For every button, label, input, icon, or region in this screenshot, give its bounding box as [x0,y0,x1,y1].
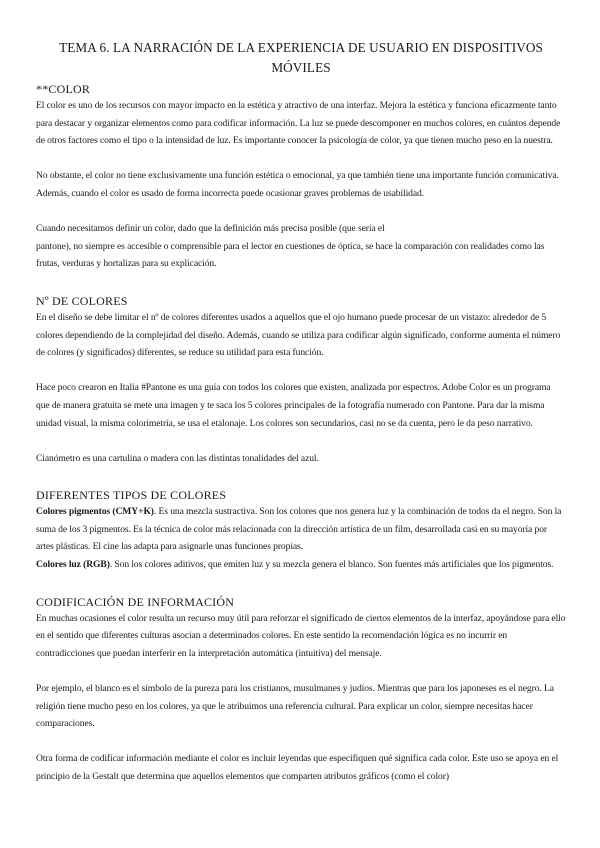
luz-text: . Son los colores aditivos, que emiten luz y su mezcla genera el blanco. Son fuentes más artificiales que los pigmentos. [109,559,554,571]
num-colores-paragraph-3: Cianómetro es una cartulina o madera con las distintas tonalidades del azul. [36,452,319,464]
tipos-luz-paragraph [36,556,566,574]
codificacion-paragraph-2: Por ejemplo, el blanco es el símbolo de la pureza para los cristianos, musulmanes y judíos. Mientras que para los japoneses es el negro. La religión tiene mucho peso en los colores, ya que le atribuimos una referencia cultural. Para explicar un color, siempre necesitas hacer comparaciones. [36,683,554,730]
section-heading-codificacion: CODIFICACIÓN DE INFORMACIÓN [36,594,235,609]
section-heading-tipos: DIFERENTES TIPOS DE COLORES [36,488,227,503]
page-title: TEMA 6. LA NARRACIÓN DE LA EXPERIENCIA DE USUARIO EN DISPOSITIVOS MÓVILES [59,40,543,75]
pigmentos-label: Colores pigmentos (CMY+K) [36,506,154,518]
color-paragraph-2: No obstante, el color no tiene exclusivamente una función estética o emocional, ya que también tiene una importante función comunicativa. Además, cuando el color es usado de forma incorrecta puede ocasionar graves problemas de usabilidad. [36,170,559,199]
tipos-pigmentos-paragraph [36,503,566,556]
section-heading-color: **COLOR [36,82,91,96]
codificacion-paragraph-3: Otra forma de codificar información mediante el color es incluir leyendas que especifiquen qué significa cada color. Este uso se apoya en el principio de la Gestalt que determina que aquellos elementos que comparten atributos gráficos (como el color) [36,753,559,782]
color-paragraph-3-rest: pantone), no siempre es accesible o comprensible para el lector en cuestiones de óptica, se hace la comparación con realidades como las frutas, verduras y hortalizas para su explicación. [36,240,545,270]
color-paragraph-3 [36,220,566,273]
color-paragraph-1: El color es uno de los recursos con mayor impacto en la estética y atractivo de una interfaz. Mejora la estética y funciona eficazmente tanto para destacar y organizar elementos como para codificar información. La luz se puede descomponer en muchos colores, en cuántos depende de otros factores como el tipo o la intensidad de luz. Es importante conocer la psicología de color, ya que tienen mucho peso en la nuestra. [36,100,561,147]
num-colores-paragraph-2: Hace poco crearon en Italia #Pantone es una guía con todos los colores que existen, analizada por espectros. Adobe Color es un programa que de manera gratuita se mete una imagen y te saca los 5 colores principales de la fotografía numerado con Pantone. Para dar la misma unidad visual, la misma colorimetría, se usa el etalonaje. Los colores son secundarios, casi no se da cuenta, pero le da peso narrativo. [36,382,551,429]
pigmentos-text: . Es una mezcla sustractiva. Son los colores que nos genera luz y la combinación de todos da el negro. Son la suma de los 3 pigmentos. Es la técnica de color más relacionada con la dirección artística de un film, desarrollada casi en su mayoría por artes plásticas. El cine las adapta para asignarle unas funciones propias. [36,506,562,553]
luz-label: Colores luz (RGB) [36,559,110,571]
color-paragraph-3-line-1: Cuando necesitamos definir un color, dado que la definición más precisa posible (que sería el [36,223,385,235]
document-page [36,38,566,786]
codificacion-paragraph-1: En muchas ocasiones el color resulta un recurso muy útil para reforzar el significado de ciertos elementos de la interfaz, apoyándose para ello en el sentido que diferentes culturas asocian a determinados colores. En este sentido la recomendación lógica es no incurrir en contradicciones que puedan interferir en la interpretación automática (intuitiva) del mensaje. [36,612,566,659]
num-colores-paragraph-1: En el diseño se debe limitar el nº de colores diferentes usados a aquellos que el ojo humano puede procesar de un vistazo: alrededor de 5 colores dependiendo de la complejidad del diseño. Además, cuando se utiliza para codificar algún significado, conforme aumenta el número de colores (y significados) diferentes, se reduce su utilidad para esta función. [36,311,561,359]
section-heading-num-colores: Nº DE COLORES [36,293,128,308]
